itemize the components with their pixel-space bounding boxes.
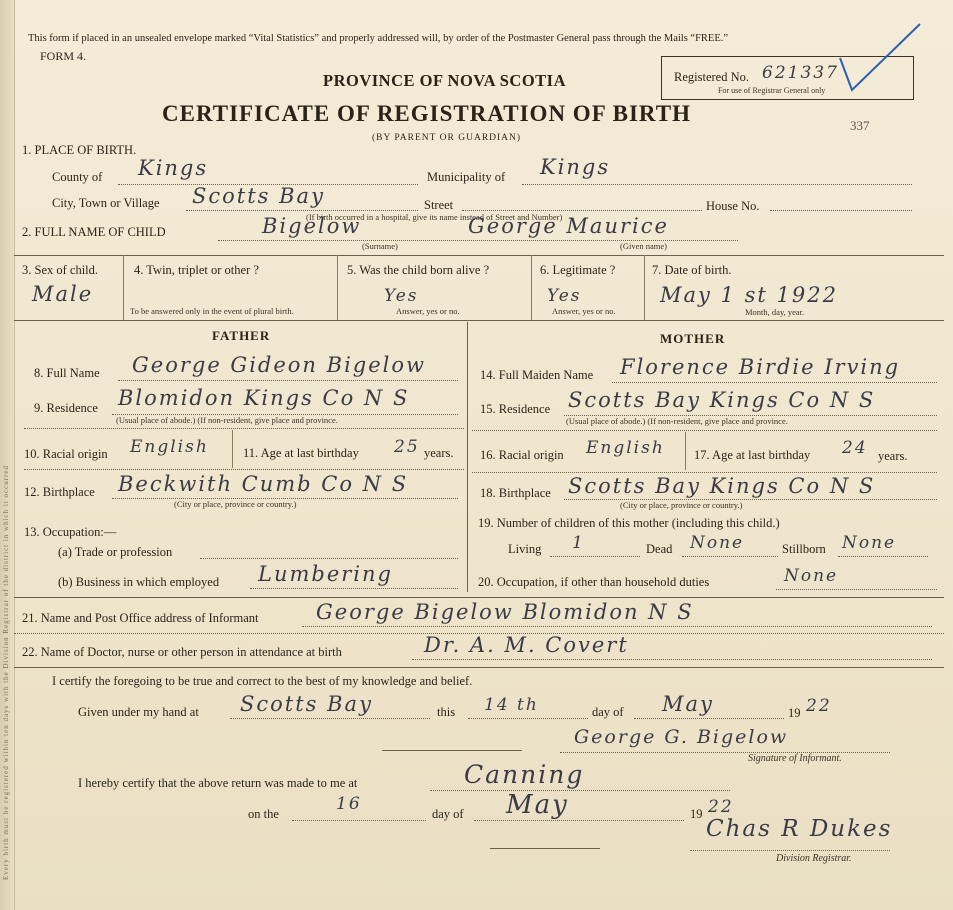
registrar-signature: Chas R Dukes (706, 816, 893, 842)
city-value: Scotts Bay (192, 184, 325, 208)
edge-instructions: Every birth must be registered within ten days with the Division Registrar of the district in which it occurred (2, 464, 10, 880)
check-mark-icon (838, 20, 923, 110)
given-month-line (634, 718, 784, 719)
day-of-label: day of (592, 705, 624, 719)
mother-birthplace-label: 18. Birthplace (480, 486, 551, 500)
registrar-signature-line (690, 850, 890, 851)
doctor-value: Dr. A. M. Covert (424, 633, 629, 657)
father-years-label: years. (424, 446, 454, 460)
dead-value: None (690, 533, 745, 553)
certificate-subtitle: (BY PARENT OR GUARDIAN) (372, 133, 522, 143)
alive-label: 5. Was the child born alive ? (347, 263, 490, 277)
living-line (550, 556, 640, 557)
row-divider (24, 469, 464, 470)
given-place: Scotts Bay (240, 692, 373, 716)
given-name-caption: (Given name) (620, 241, 667, 251)
given-year: 22 (806, 696, 832, 716)
mother-birthplace-value: Scotts Bay Kings Co N S (568, 474, 876, 498)
stillborn-line (838, 556, 928, 557)
column-divider (123, 255, 124, 320)
father-occupation-label: 13. Occupation:— (24, 525, 117, 539)
street-line (462, 210, 702, 211)
row-divider (14, 667, 944, 668)
father-name-line (118, 380, 458, 381)
mother-racial-value: English (586, 438, 665, 458)
county-label: County of (52, 170, 103, 184)
row-divider (472, 430, 937, 431)
return-day-line (292, 820, 426, 821)
business-value: Lumbering (258, 562, 393, 586)
informant-signature: George G. Bigelow (574, 726, 789, 748)
children-count-label: 19. Number of children of this mother (including this child.) (478, 516, 780, 530)
given-month: May (662, 692, 714, 716)
return-year: 22 (708, 797, 734, 817)
mother-occupation-value: None (784, 566, 839, 586)
return-day: 16 (336, 794, 362, 814)
county-value: Kings (138, 156, 209, 180)
father-name-label: 8. Full Name (34, 366, 100, 380)
row-divider (472, 472, 937, 473)
father-heading: FATHER (212, 328, 271, 343)
registered-number: 621337 (762, 63, 839, 83)
dead-label: Dead (646, 542, 673, 556)
return-day-of-label: day of (432, 807, 464, 821)
alive-value: Yes (384, 286, 419, 306)
house-line (770, 210, 912, 211)
row-divider (24, 428, 464, 429)
surname-caption: (Surname) (362, 241, 398, 251)
father-residence-label: 9. Residence (34, 401, 98, 415)
row-divider (14, 255, 944, 256)
house-label: House No. (706, 199, 760, 213)
father-name-value: George Gideon Bigelow (132, 353, 426, 377)
city-line (186, 210, 418, 211)
mother-occupation-label: 20. Occupation, if other than household duties (478, 575, 710, 589)
province-heading: PROVINCE OF NOVA SCOTIA (323, 71, 566, 90)
informant-line (302, 626, 932, 627)
certificate-title: CERTIFICATE OF REGISTRATION OF BIRTH (162, 101, 691, 126)
dob-note: Month, day, year. (745, 307, 805, 317)
mother-residence-label: 15. Residence (480, 402, 551, 416)
registrar-note: For use of Registrar General only (718, 86, 826, 95)
hospital-note: (If birth occurred in a hospital, give its name instead of Street and Number) (306, 212, 563, 222)
father-residence-note: (Usual place of abode.) (If non-resident, give place and province. (116, 415, 338, 425)
informant-label: 21. Name and Post Office address of Informant (22, 611, 259, 625)
father-residence-value: Blomidon Kings Co N S (118, 386, 410, 410)
business-line (250, 588, 458, 589)
sex-label: 3. Sex of child. (22, 263, 99, 277)
trade-label: (a) Trade or profession (58, 545, 173, 559)
father-birthplace-value: Beckwith Cumb Co N S (118, 472, 409, 496)
column-divider (232, 430, 233, 468)
municipality-label: Municipality of (427, 170, 506, 184)
mother-name-value: Florence Birdie Irving (620, 355, 901, 379)
legitimate-value: Yes (547, 286, 582, 306)
parents-divider (467, 322, 468, 592)
trade-line (200, 558, 458, 559)
given-day-line (468, 718, 588, 719)
doctor-line (412, 659, 932, 660)
signature-line-short (382, 750, 522, 751)
living-label: Living (508, 542, 542, 556)
registered-label: Registered No. (674, 70, 749, 84)
mother-residence-value: Scotts Bay Kings Co N S (568, 388, 876, 412)
return-month: May (506, 790, 569, 820)
alive-note: Answer, yes or no. (396, 306, 460, 316)
column-divider (685, 432, 686, 470)
stamp-number: 337 (850, 118, 870, 133)
column-divider (531, 255, 532, 320)
street-label: Street (424, 198, 454, 212)
mother-age-label: 17. Age at last birthday (694, 448, 811, 462)
row-divider (14, 597, 944, 598)
doctor-label: 22. Name of Doctor, nurse or other person in attendance at birth (22, 645, 342, 659)
mother-name-label: 14. Full Maiden Name (480, 368, 594, 382)
binding-edge (0, 0, 15, 910)
father-racial-value: English (130, 437, 209, 457)
form-number: FORM 4. (40, 49, 87, 63)
father-age-label: 11. Age at last birthday (243, 446, 359, 460)
dead-line (682, 556, 778, 557)
postal-notice: This form if placed in an unsealed envelope marked “Vital Statistics” and properly addressed will, by order of the Postmaster General pass through the Mails “FREE.” (28, 33, 729, 44)
on-the-label: on the (248, 807, 279, 821)
mother-birthplace-note: (City or place, province or country.) (620, 500, 743, 510)
sex-value: Male (32, 282, 94, 306)
mother-occupation-line (776, 589, 937, 590)
year-prefix: 19 (788, 706, 801, 720)
city-label: City, Town or Village (52, 196, 160, 210)
row-divider (14, 320, 944, 321)
municipality-value: Kings (540, 155, 611, 179)
stillborn-label: Stillborn (782, 542, 826, 556)
dob-value: May 1 st 1922 (660, 283, 838, 307)
given-label: Given under my hand at (78, 705, 199, 719)
return-month-line (474, 820, 684, 821)
mother-heading: MOTHER (660, 331, 726, 346)
this-label: this (437, 705, 456, 719)
informant-value: George Bigelow Blomidon N S (316, 600, 694, 624)
given-day: 14 th (484, 695, 539, 715)
certification-statement: I certify the foregoing to be true and correct to the best of my knowledge and belief. (52, 674, 473, 688)
legitimate-note: Answer, yes or no. (552, 306, 616, 316)
stillborn-value: None (842, 533, 897, 553)
father-birthplace-label: 12. Birthplace (24, 485, 95, 499)
mother-age-value: 24 (842, 438, 868, 458)
place-of-birth-heading: 1. PLACE OF BIRTH. (22, 143, 137, 157)
return-statement: I hereby certify that the above return was made to me at (78, 776, 358, 790)
child-name-label: 2. FULL NAME OF CHILD (22, 225, 166, 239)
municipality-line (522, 184, 912, 185)
mother-name-line (612, 382, 937, 383)
signature-line-short (490, 848, 600, 849)
registrar-caption: Division Registrar. (776, 853, 852, 864)
informant-caption: Signature of Informant. (748, 753, 842, 764)
father-age-value: 25 (394, 437, 420, 457)
father-birthplace-note: (City or place, province or country.) (174, 499, 297, 509)
mother-racial-label: 16. Racial origin (480, 448, 564, 462)
twin-label: 4. Twin, triplet or other ? (134, 263, 259, 277)
given-place-line (230, 718, 430, 719)
father-racial-label: 10. Racial origin (24, 447, 108, 461)
legitimate-label: 6. Legitimate ? (540, 263, 616, 277)
return-place: Canning (464, 760, 585, 789)
return-year-prefix: 19 (690, 807, 703, 821)
twin-note: To be answered only in the event of plural birth. (130, 306, 294, 316)
child-surname: Bigelow (262, 214, 362, 238)
living-value: 1 (572, 533, 585, 553)
business-label: (b) Business in which employed (58, 575, 220, 589)
column-divider (644, 255, 645, 320)
child-given-name: George Maurice (468, 214, 669, 238)
dob-label: 7. Date of birth. (652, 263, 732, 277)
column-divider (337, 255, 338, 320)
mother-years-label: years. (878, 449, 908, 463)
return-place-line (430, 790, 730, 791)
mother-residence-note: (Usual place of abode.) (If non-resident, give place and province. (566, 416, 788, 426)
